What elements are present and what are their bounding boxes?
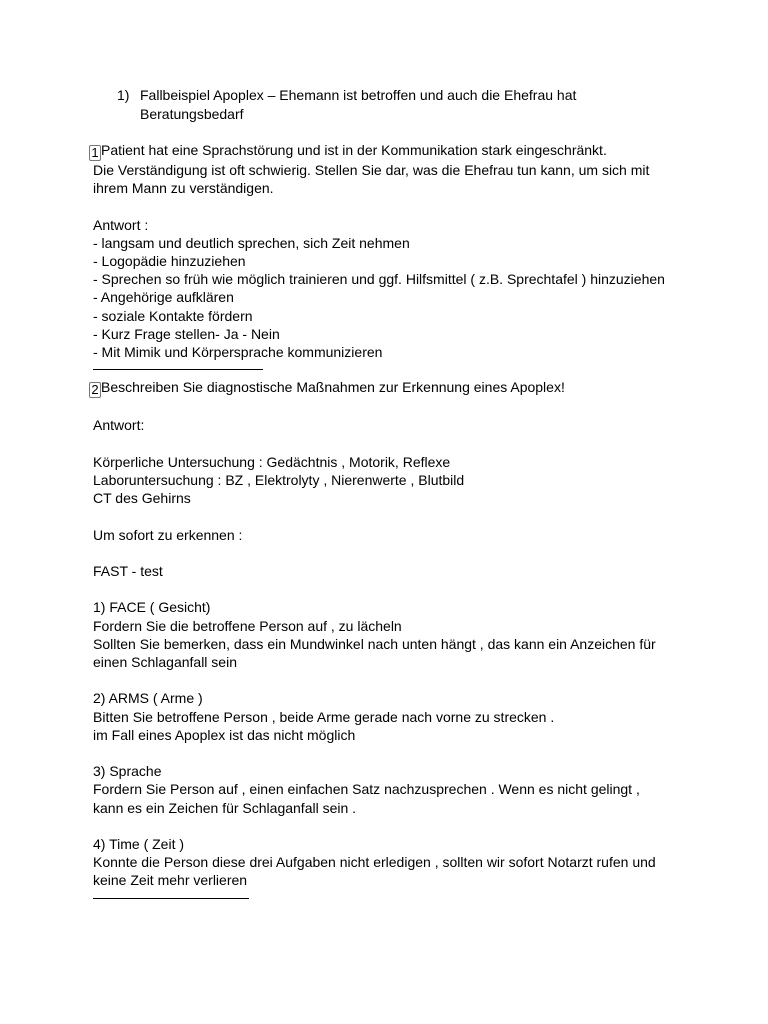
- spacer: [93, 817, 733, 835]
- question-1-line: Die Verständigung ist oft schwierig. Stellen Sie dar, was die Ehefrau tun kann, um sich mit: [93, 162, 650, 178]
- question-2-marker: 2: [89, 382, 101, 398]
- diagnostic-item: Laboruntersuchung : BZ , Elektrolyty , Nierenwerte , Blutbild: [93, 472, 465, 488]
- answer-1-item: - Sprechen so früh wie möglich trainieren und ggf. Hilfsmittel ( z.B. Sprechtafel ) hinzuziehen: [93, 271, 665, 288]
- heading-line-1: Fallbeispiel Apoplex – Ehemann ist betroffen und auch die Ehefrau hat: [140, 87, 577, 103]
- question-1: [93, 141, 733, 161]
- fast-step-line: Bitten Sie betroffene Person , beide Arme gerade nach vorne zu strecken .: [93, 708, 555, 725]
- separator-line: [93, 369, 733, 378]
- fast-step-title: 1) FACE ( Gesicht): [93, 599, 211, 616]
- spacer: [93, 744, 733, 762]
- answer-1-item: - soziale Kontakte fördern: [93, 307, 253, 324]
- document-body: [93, 141, 733, 907]
- fast-step-line: Fordern Sie Person auf , einen einfachen Satz nachzusprechen . Wenn es nicht gelingt ,: [93, 781, 640, 798]
- answer-1-item: - Mit Mimik und Körpersprache kommunizieren: [93, 344, 383, 361]
- answer-1-label: Antwort :: [93, 216, 149, 233]
- fast-step-title: 2) ARMS ( Arme ): [93, 690, 203, 707]
- spacer: [93, 671, 733, 689]
- spacer: [93, 197, 733, 215]
- spacer: [93, 507, 733, 525]
- diagnostic-item: CT des Gehirns: [93, 490, 191, 507]
- spacer: [93, 544, 733, 562]
- question-2: [93, 378, 733, 398]
- heading-line-2: Beratungsbedarf: [140, 105, 244, 122]
- fast-step-line: im Fall eines Apoplex ist das nicht möglich: [93, 726, 356, 743]
- separator-line: [93, 898, 733, 907]
- fast-step-line: einen Schlaganfall sein: [93, 653, 237, 670]
- spacer: [93, 398, 733, 416]
- question-2-text: Beschreiben Sie diagnostische Maßnahmen zur Erkennung eines Apoplex!: [101, 379, 565, 396]
- heading-number: 1): [117, 87, 130, 103]
- question-1-line: Patient hat eine Sprachstörung und ist in der Kommunikation stark eingeschränkt.: [101, 142, 607, 158]
- diagnostic-item: Körperliche Untersuchung : Gedächtnis , Motorik, Reflexe: [93, 453, 451, 470]
- spacer: [93, 580, 733, 598]
- question-1-marker: 1: [89, 145, 101, 161]
- answer-1-item: - Angehörige aufklären: [93, 289, 234, 306]
- fast-step-line: keine Zeit mehr verlieren: [93, 872, 248, 889]
- spacer: [93, 435, 733, 453]
- fast-step-title: 4) Time ( Zeit ): [93, 835, 185, 852]
- fast-test-title: FAST - test: [93, 562, 163, 579]
- fast-step-line: Sollten Sie bemerken, dass ein Mundwinkel nach unten hängt , das kann ein Anzeichen für: [93, 635, 656, 652]
- answer-1-item: - langsam und deutlich sprechen, sich Zeit nehmen: [93, 234, 410, 251]
- fast-step-line: Konnte die Person diese drei Aufgaben nicht erledigen , sollten wir sofort Notarzt rufen und: [93, 854, 656, 871]
- fast-step-line: Fordern Sie die betroffene Person auf , zu lächeln: [93, 617, 402, 634]
- fast-step-title: 3) Sprache: [93, 763, 162, 780]
- case-heading: [117, 86, 637, 123]
- answer-1-item: - Kurz Frage stellen- Ja - Nein: [93, 325, 280, 342]
- immediate-label: Um sofort zu erkennen :: [93, 526, 243, 543]
- answer-1-item: - Logopädie hinzuziehen: [93, 253, 246, 269]
- answer-2-label: Antwort:: [93, 417, 145, 434]
- question-1-line: ihrem Mann zu verständigen.: [93, 180, 274, 197]
- fast-step-line: kann es ein Zeichen für Schlaganfall sein .: [93, 799, 357, 816]
